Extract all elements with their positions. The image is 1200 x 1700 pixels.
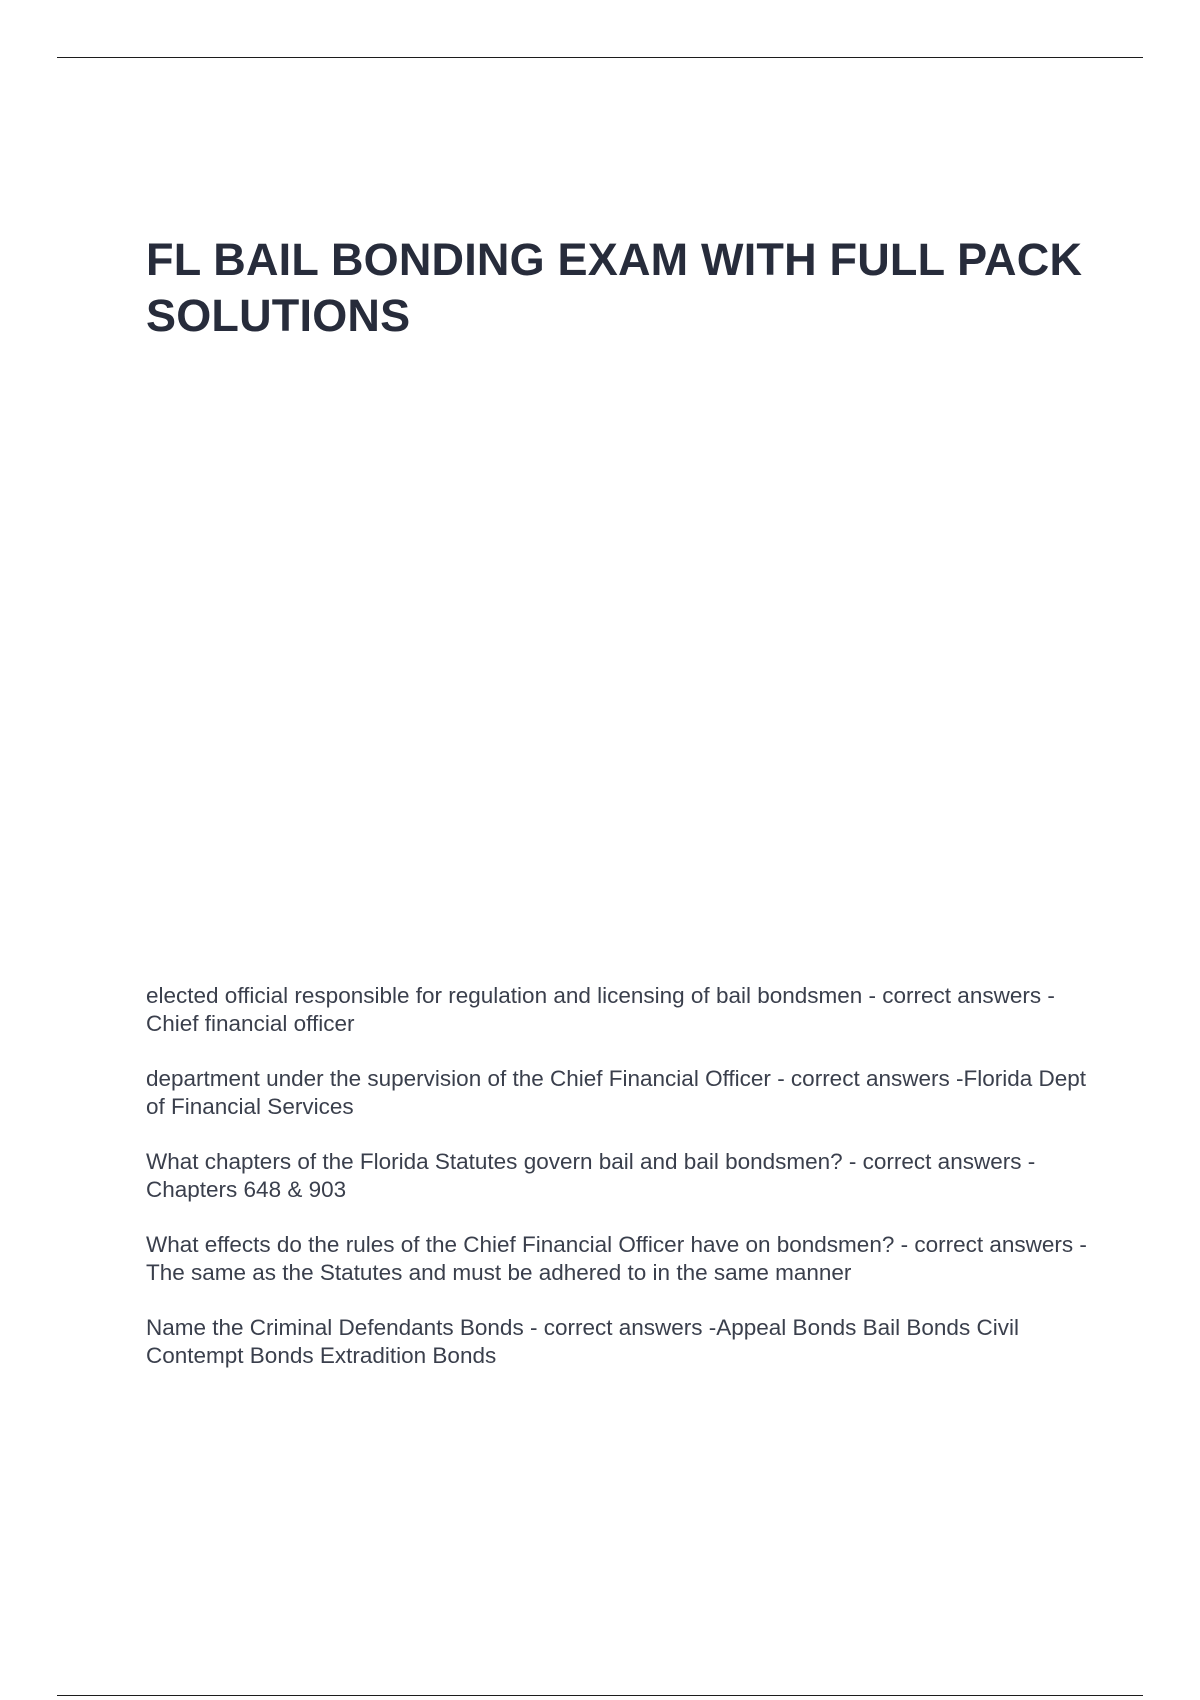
answer-separator: - correct answers -	[770, 1066, 964, 1091]
question-text: What chapters of the Florida Statutes govern bail and bail bondsmen?	[146, 1149, 843, 1174]
question-text: department under the supervision of the Chief Financial Officer	[146, 1066, 771, 1091]
qa-item	[146, 1148, 1096, 1204]
answer-separator: - correct answers -	[862, 983, 1055, 1008]
answer-extra-line: Civil Contempt Bonds	[146, 1315, 1019, 1368]
document-title: FL BAIL BONDING EXAM WITH FULL PACK SOLUTIONS	[146, 234, 1083, 341]
answer-text: Chapters 648 & 903	[146, 1177, 347, 1202]
qa-list	[146, 982, 1096, 1397]
answer-text: The same as the Statutes and must be adhered to in the same manner	[146, 1260, 852, 1285]
answer-separator: - correct answers -	[842, 1149, 1036, 1174]
answer-text: Chief financial officer	[146, 1011, 355, 1036]
answer-text: Appeal Bonds	[716, 1315, 857, 1340]
question-text: elected official responsible for regulation and licensing of bail bondsmen	[146, 983, 863, 1008]
qa-item	[146, 1314, 1096, 1370]
question-text: What effects do the rules of the Chief Financial Officer have on bondsmen?	[146, 1232, 895, 1257]
answer-extra-line: Extradition Bonds	[319, 1343, 497, 1368]
question-text: Name the Criminal Defendants Bonds	[146, 1315, 524, 1340]
qa-item	[146, 1065, 1096, 1121]
qa-item	[146, 1231, 1096, 1287]
answer-text: Florida Dept of Financial Services	[146, 1066, 1087, 1119]
answer-separator: - correct answers -	[894, 1232, 1087, 1257]
top-rule	[57, 57, 1143, 58]
bottom-rule	[57, 1695, 1143, 1696]
answer-separator: - correct answers -	[523, 1315, 717, 1340]
answer-extra-line: Bail Bonds	[862, 1315, 971, 1340]
qa-item	[146, 982, 1096, 1038]
